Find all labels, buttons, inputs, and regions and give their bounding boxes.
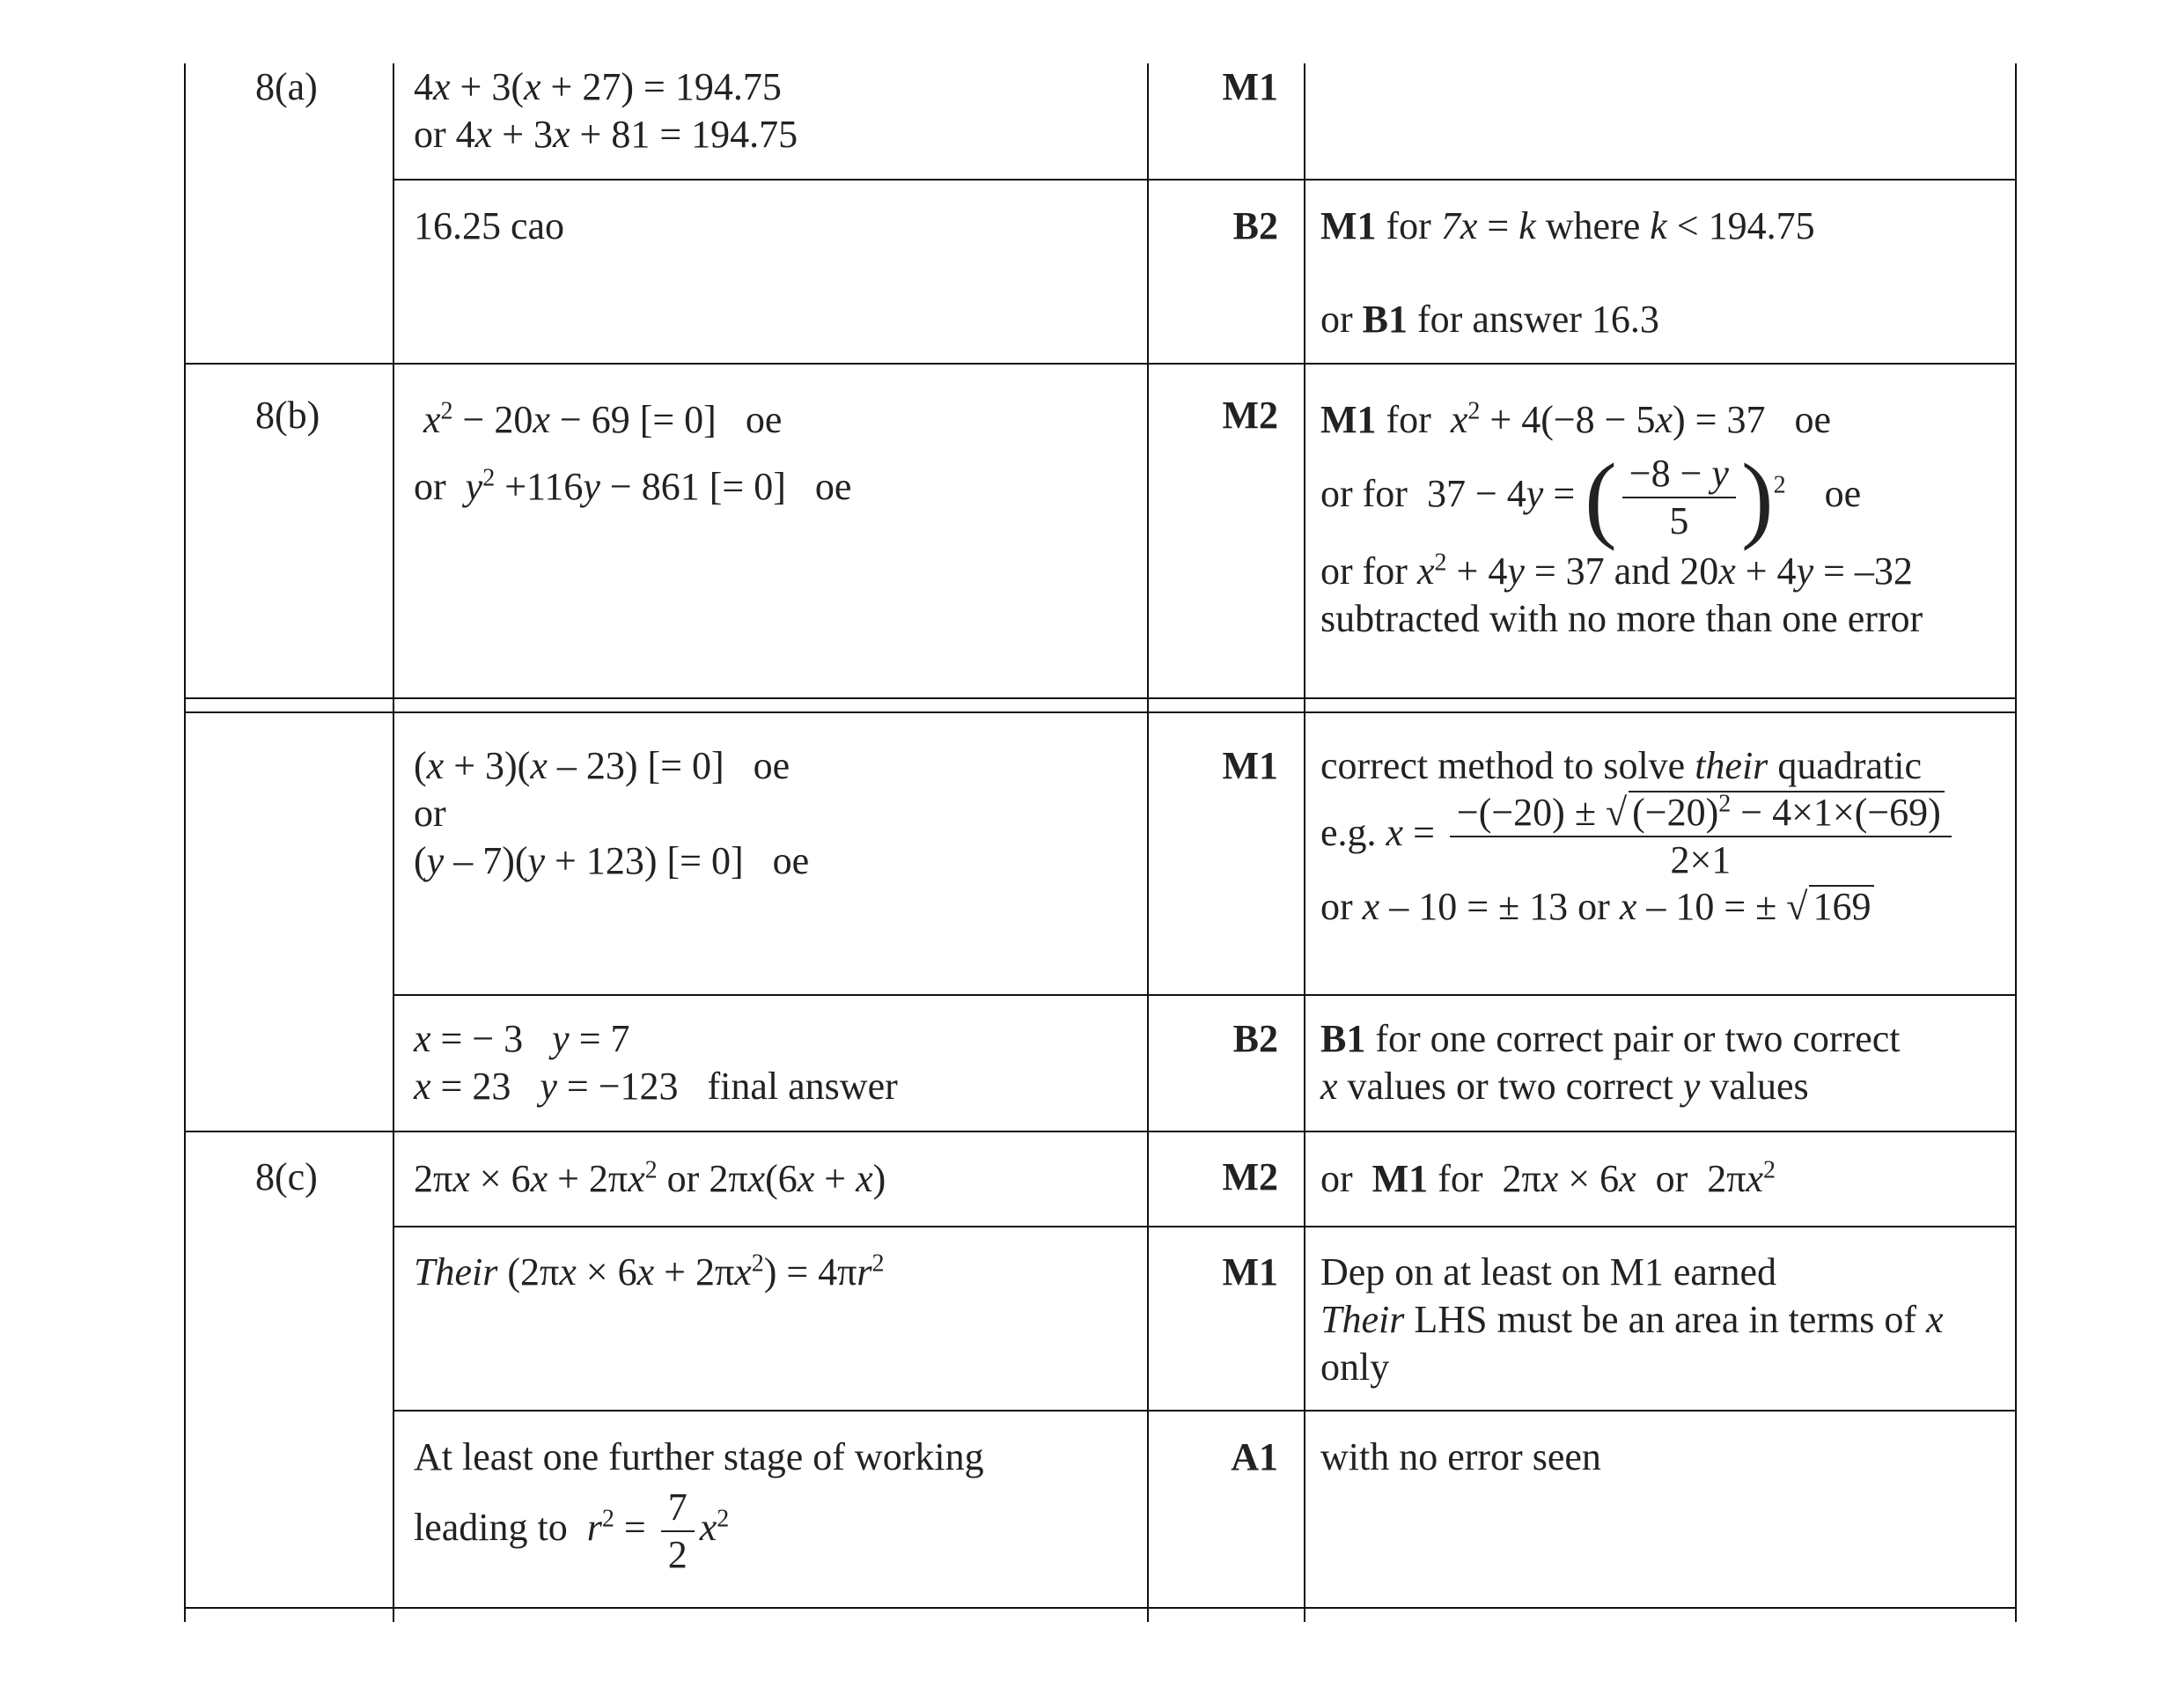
table-border-right bbox=[2015, 63, 2017, 1622]
answer-cell: 16.25 cao bbox=[414, 204, 565, 247]
guidance-cell: with no error seen bbox=[1320, 1435, 1601, 1478]
answer-line: or bbox=[414, 792, 446, 835]
guidance-cell bbox=[1320, 1015, 1901, 1110]
mark-cell: B2 bbox=[1232, 1017, 1278, 1060]
answer-cell: Their $(2\pi x \times 6x + 2\pi x^2) = 4\pi r^2$ bbox=[414, 1249, 885, 1294]
guidance-line: x values or two correct y values bbox=[1320, 1065, 1809, 1108]
row-divider bbox=[393, 179, 2017, 181]
mark-cell: M1 bbox=[1222, 744, 1278, 787]
guidance-line: or B1 for answer 16.3 bbox=[1320, 298, 1659, 341]
guidance-line: B1 for one correct pair or two correct bbox=[1320, 1017, 1901, 1060]
answer-cell bbox=[414, 1434, 984, 1578]
answer-line: $x^2 - 20x - 69$ [= 0] oe bbox=[423, 397, 783, 441]
guidance-line: subtracted with no more than one error bbox=[1320, 597, 1923, 640]
mark-cell: B2 bbox=[1232, 204, 1278, 247]
table-column-divider bbox=[1304, 63, 1305, 1622]
row-divider bbox=[393, 1226, 2017, 1227]
mark-cell: M2 bbox=[1222, 1155, 1278, 1198]
answer-line: 4x + 3(x + 27) = 194.75 bbox=[414, 65, 782, 108]
guidance-line: e.g. x = $\frac{-(-20) \pm √ (-20)^2 - 4\times 1\times(-69)}{2\times 1}$ bbox=[1320, 790, 1957, 883]
guidance-line: only bbox=[1320, 1345, 1390, 1389]
answer-line: x = − 3 y = 7 bbox=[414, 1017, 630, 1060]
mark-cell: M1 bbox=[1222, 1250, 1278, 1294]
guidance-line: or for $x^2 + 4y = 37$ and 20x + 4y = –32 bbox=[1320, 549, 1913, 593]
guidance-line: M1 for 7x = k where k < 194.75 bbox=[1320, 204, 1815, 247]
row-divider bbox=[393, 1410, 2017, 1412]
mark-cell: M1 bbox=[1222, 65, 1278, 108]
answer-line: or 4x + 3x + 81 = 194.75 bbox=[414, 113, 798, 156]
answer-line: leading to $r^2$ = $\frac{7}{2}$ $x^2$ bbox=[414, 1485, 730, 1576]
guidance-cell bbox=[1320, 203, 1815, 343]
answer-line: (y – 7)(y + 123) [= 0] oe bbox=[414, 839, 810, 882]
mark-cell: A1 bbox=[1231, 1435, 1278, 1478]
answer-cell bbox=[414, 1015, 898, 1110]
answer-line: or $y^2 +116y - 861$ [= 0] oe bbox=[414, 464, 852, 508]
row-divider bbox=[184, 1607, 2017, 1609]
question-number: 8(c) bbox=[255, 1155, 318, 1198]
row-divider bbox=[184, 363, 2017, 365]
guidance-cell bbox=[1320, 742, 1957, 931]
guidance-line: or for 37 − 4y = ( $\frac{-8 - y}{5}$ )$^2$ oe bbox=[1320, 444, 1862, 551]
table-border-left bbox=[184, 63, 186, 1622]
answer-cell bbox=[414, 63, 798, 158]
answer-line: (x + 3)(x – 23) [= 0] oe bbox=[414, 744, 791, 787]
row-divider-double bbox=[184, 711, 2017, 713]
table-column-divider bbox=[393, 63, 394, 1622]
guidance-cell bbox=[1320, 1249, 1944, 1391]
table-column-divider bbox=[1147, 63, 1149, 1622]
guidance-line: Dep on at least on M1 earned bbox=[1320, 1250, 1777, 1294]
answer-cell: $2\pi x \times 6x + 2\pi x^2$ or 2πx(6x + x) bbox=[414, 1156, 886, 1200]
guidance-cell bbox=[1320, 396, 1923, 643]
answer-line: x = 23 y = −123 final answer bbox=[414, 1065, 898, 1108]
guidance-cell: or M1 for 2πx × 6x or $2\pi x^2$ bbox=[1320, 1156, 1776, 1200]
row-divider bbox=[393, 994, 2017, 996]
guidance-line: correct method to solve their quadratic bbox=[1320, 744, 1923, 787]
guidance-line: or x – 10 = ± 13 or x – 10 = ± √ 169 bbox=[1320, 883, 1957, 931]
row-divider bbox=[184, 1131, 2017, 1132]
answer-cell bbox=[414, 396, 851, 511]
guidance-line: Their LHS must be an area in terms of x bbox=[1320, 1298, 1944, 1341]
row-divider-double bbox=[184, 697, 2017, 699]
answer-cell bbox=[414, 742, 809, 885]
answer-line: At least one further stage of working bbox=[414, 1435, 984, 1478]
question-number: 8(a) bbox=[255, 65, 318, 108]
question-number: 8(b) bbox=[255, 394, 320, 437]
guidance-line: M1 for $x^2 + 4(-8 - 5x) = 37$ oe bbox=[1320, 397, 1832, 441]
mark-cell: M2 bbox=[1222, 394, 1278, 437]
